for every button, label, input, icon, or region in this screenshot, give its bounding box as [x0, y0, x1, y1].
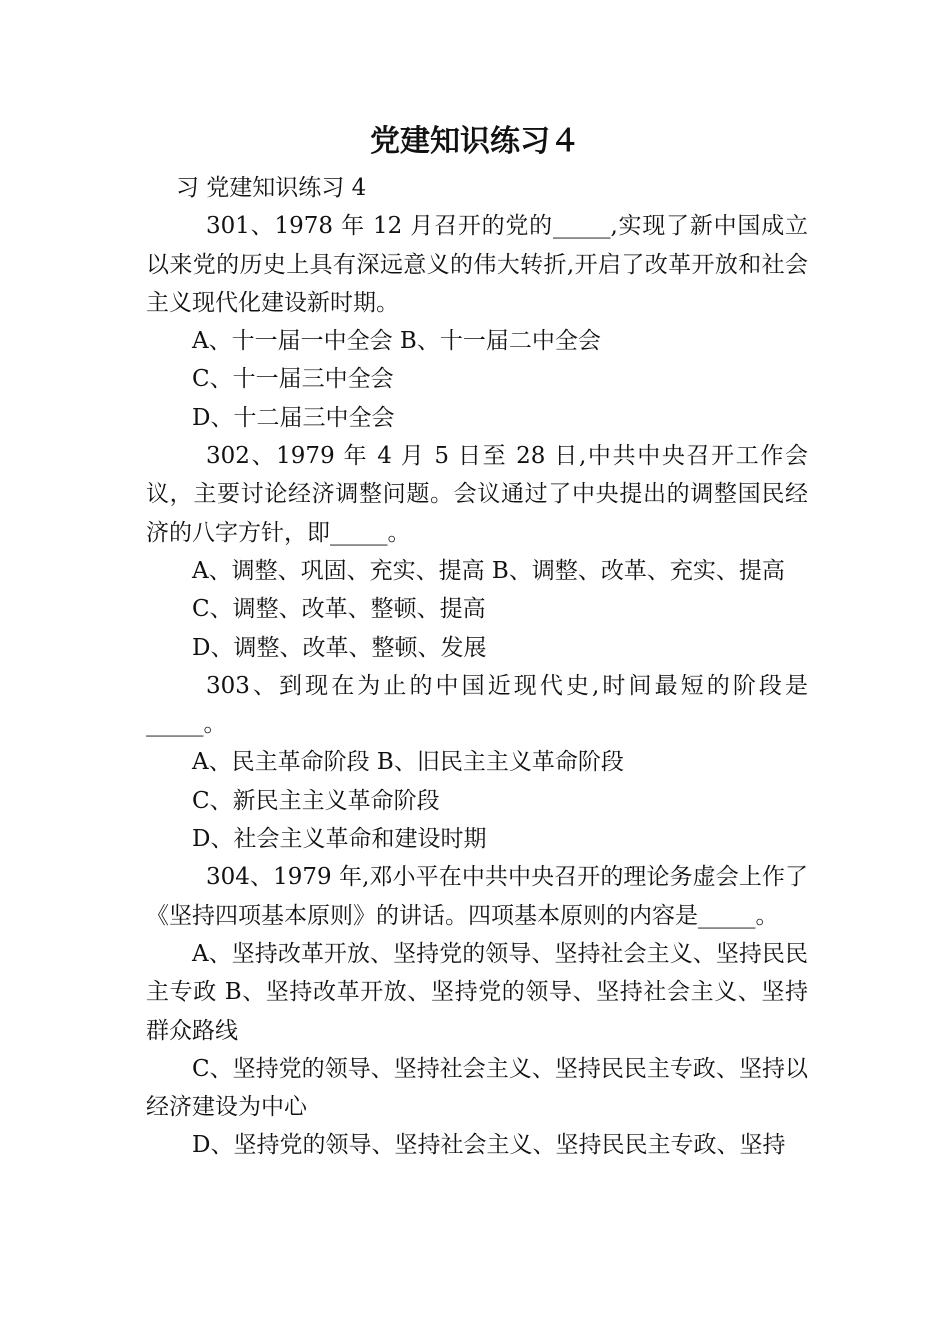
question-301-option-c: C、十一届三中全会 — [192, 366, 394, 393]
question-303-option-ab: A、民主革命阶段 B、旧民主主义革命阶段 — [192, 749, 624, 776]
question-303-option-c: C、新民主主义革命阶段 — [192, 787, 440, 814]
question-302-option-ab: A、调整、巩固、充实、提高 B、调整、改革、充实、提高 — [192, 557, 785, 584]
question-302-option-c: C、调整、改革、整顿、提高 — [192, 596, 486, 623]
question-301: 301、1978 年 12 月召开的党的_____,实现了新中国成立以来党的历史上具有深远意义的伟大转折,开启了改革开放和社会主义现代化建设新时期。 — [146, 213, 808, 316]
document-body — [146, 169, 808, 1165]
question-303-option-d: D、社会主义革命和建设时期 — [192, 826, 487, 853]
question-304-option-ab: A、坚持改革开放、坚持党的领导、坚持社会主义、坚持民民主专政 B、坚持改革开放、坚持党的领导、坚持社会主义、坚持群众路线 — [146, 940, 808, 1044]
question-303: 303、到现在为止的中国近现代史,时间最短的阶段是_____。 — [146, 672, 808, 738]
question-304-option-d: D、坚持党的领导、坚持社会主义、坚持民民主专政、坚持 — [192, 1132, 786, 1159]
question-304: 304、1979 年,邓小平在中共中央召开的理论务虚会上作了《坚持四项基本原则》的讲话。四项基本原则的内容是_____。 — [146, 864, 808, 929]
question-302-option-d: D、调整、改革、整顿、发展 — [192, 634, 487, 661]
question-302: 302、1979 年 4 月 5 日至 28 日,中共中央召开工作会议，主要讨论经济调整问题。会议通过了中央提出的调整国民经济的八字方针，即_____。 — [146, 443, 808, 546]
question-301-option-d: D、十二届三中全会 — [192, 404, 395, 431]
question-304-option-c: C、坚持党的领导、坚持社会主义、坚持民民主专政、坚持以经济建设为中心 — [146, 1055, 808, 1121]
page-title: 党建知识练习４ — [370, 124, 580, 159]
subtitle-line: 习 党建知识练习 4 — [176, 175, 367, 201]
question-301-option-ab: A、十一届一中全会 B、十一届二中全会 — [192, 328, 601, 355]
